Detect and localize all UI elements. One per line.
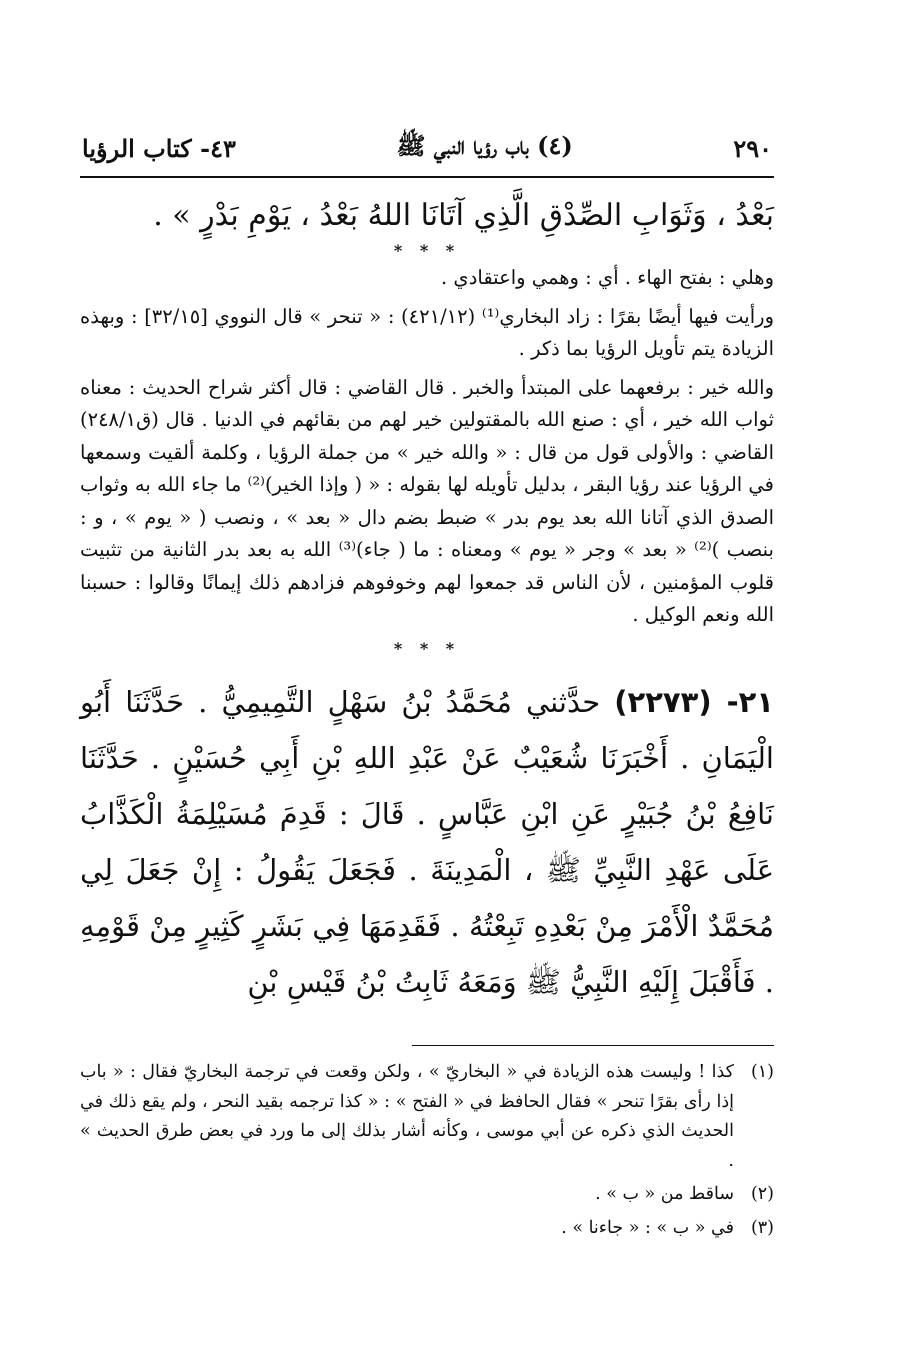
footnote-number: (٢) <box>750 1184 774 1204</box>
footnotes <box>80 1058 774 1247</box>
footnote <box>80 1214 774 1244</box>
commentary-paragraph: وهلي : بفتح الهاء . أي : وهمي واعتقادي . <box>441 266 774 289</box>
section-title: (٤) باب رؤيا النبي ﷺ <box>396 130 573 160</box>
running-header <box>80 120 774 178</box>
section-separator: * * * <box>393 241 461 260</box>
footnote-text: في « ب » : « جاءنا » . <box>561 1217 734 1238</box>
footnote-number: (١) <box>750 1062 774 1082</box>
section-separator: * * * <box>393 638 461 658</box>
hadith-number: ٢١- (٢٢٧٣) <box>614 684 775 719</box>
quote-continuation: بَعْدُ ، وَثَوَابِ الصِّدْقِ الَّذِي آتَانَا اللهُ بَعْدُ ، يَوْمِ بَدْرٍ » . <box>153 198 774 233</box>
footnote-number: (٣) <box>750 1217 774 1238</box>
page-number: ٢٩٠ <box>733 133 772 163</box>
footnote <box>80 1058 774 1176</box>
commentary-paragraph: والله خير : برفعهما على المبتدأ والخبر . قال القاضي : قال أكثر شراح الحديث : معناه ثواب الله خير ، أي : صنع الله بالمقتولين خير لهم من بقائهم في الدنيا . قال (ق٢٤٨/١) القاضي : والأولى قول من قال : « والله خير » من جملة الرؤيا ، وكلمة ألقيت وسمعها في الرؤيا عند رؤيا البقر ، بدليل تأويله لها بقوله : « ( وإذا الخير)⁽²⁾ ما جاء الله به وثواب الصدق الذي آتانا الله بعد يوم بدر » ضبط بضم دال « بعد » ، ونصب ( « يوم » ، و : بنصب )⁽²⁾ « بعد » وجر « يوم » ومعناه : ما ( جاء)⁽³⁾ الله به بعد بدر الثانية من تثبيت قلوب المؤمنين ، لأن الناس قد جمعوا لهم وخوفوهم فزادهم ذلك إيمانًا وقالوا : حسبنا الله ونعم الوكيل . <box>80 375 774 626</box>
book-title: ٤٣- كتاب الرؤيا <box>82 133 236 163</box>
footnote <box>80 1180 774 1210</box>
commentary <box>80 262 774 632</box>
commentary-paragraph: ورأيت فيها أيضًا بقرًا : زاد البخاري⁽¹⁾ (٤٢١/١٢) : « تنحر » قال النووي [٣٢/١٥] : وبهذه الزيادة يتم تأويل الرؤيا بما ذكر . <box>80 304 774 360</box>
hadith-body: حدَّثني مُحَمَّدُ بْنُ سَهْلٍ التَّمِيمِيُّ . حَدَّثَنَا أَبُو الْيَمَانِ . أَخْبَرَنَا شُعَيْبٌ عَنْ عَبْدِ اللهِ بْنِ أَبِي حُسَيْنٍ . حَدَّثَنَا نَافِعُ بْنُ جُبَيْرٍ عَنِ ابْنِ عَبَّاسٍ . قَالَ : قَدِمَ مُسَيْلِمَةُ الْكَذَّابُ عَلَى عَهْدِ النَّبِيِّ ﷺ ، الْمَدِينَةَ . فَجَعَلَ يَقُولُ : إِنْ جَعَلَ لِي مُحَمَّدٌ الْأَمْرَ مِنْ بَعْدِهِ تَبِعْتُهُ . فَقَدِمَهَا فِي بَشَرٍ كَثِيرٍ مِنْ قَوْمِهِ . فَأَقْبَلَ إِلَيْهِ النَّبِيُّ ﷺ وَمَعَهُ ثَابِتُ بْنُ قَيْسِ بْنِ <box>80 684 774 999</box>
page-body <box>80 120 774 1010</box>
footnote-text: ساقط من « ب » . <box>595 1184 734 1204</box>
footnote-divider <box>412 1045 774 1046</box>
footnote-text: كذا ! وليست هذه الزيادة في « البخاريّ » ، ولكن وقعت في ترجمة البخاريّ فقال : « باب إذا رأى بقرًا تنحر » فقال الحافظ في « الفتح » : « كذا ترجمه بقيد النحر ، ولم يقع ذلك في الحديث الذي ذكره عن أبي موسى ، وكأنه أشار بذلك إلى ما ورد في بعض طرق الحديث » . <box>80 1062 734 1171</box>
hadith-text <box>80 674 774 1010</box>
